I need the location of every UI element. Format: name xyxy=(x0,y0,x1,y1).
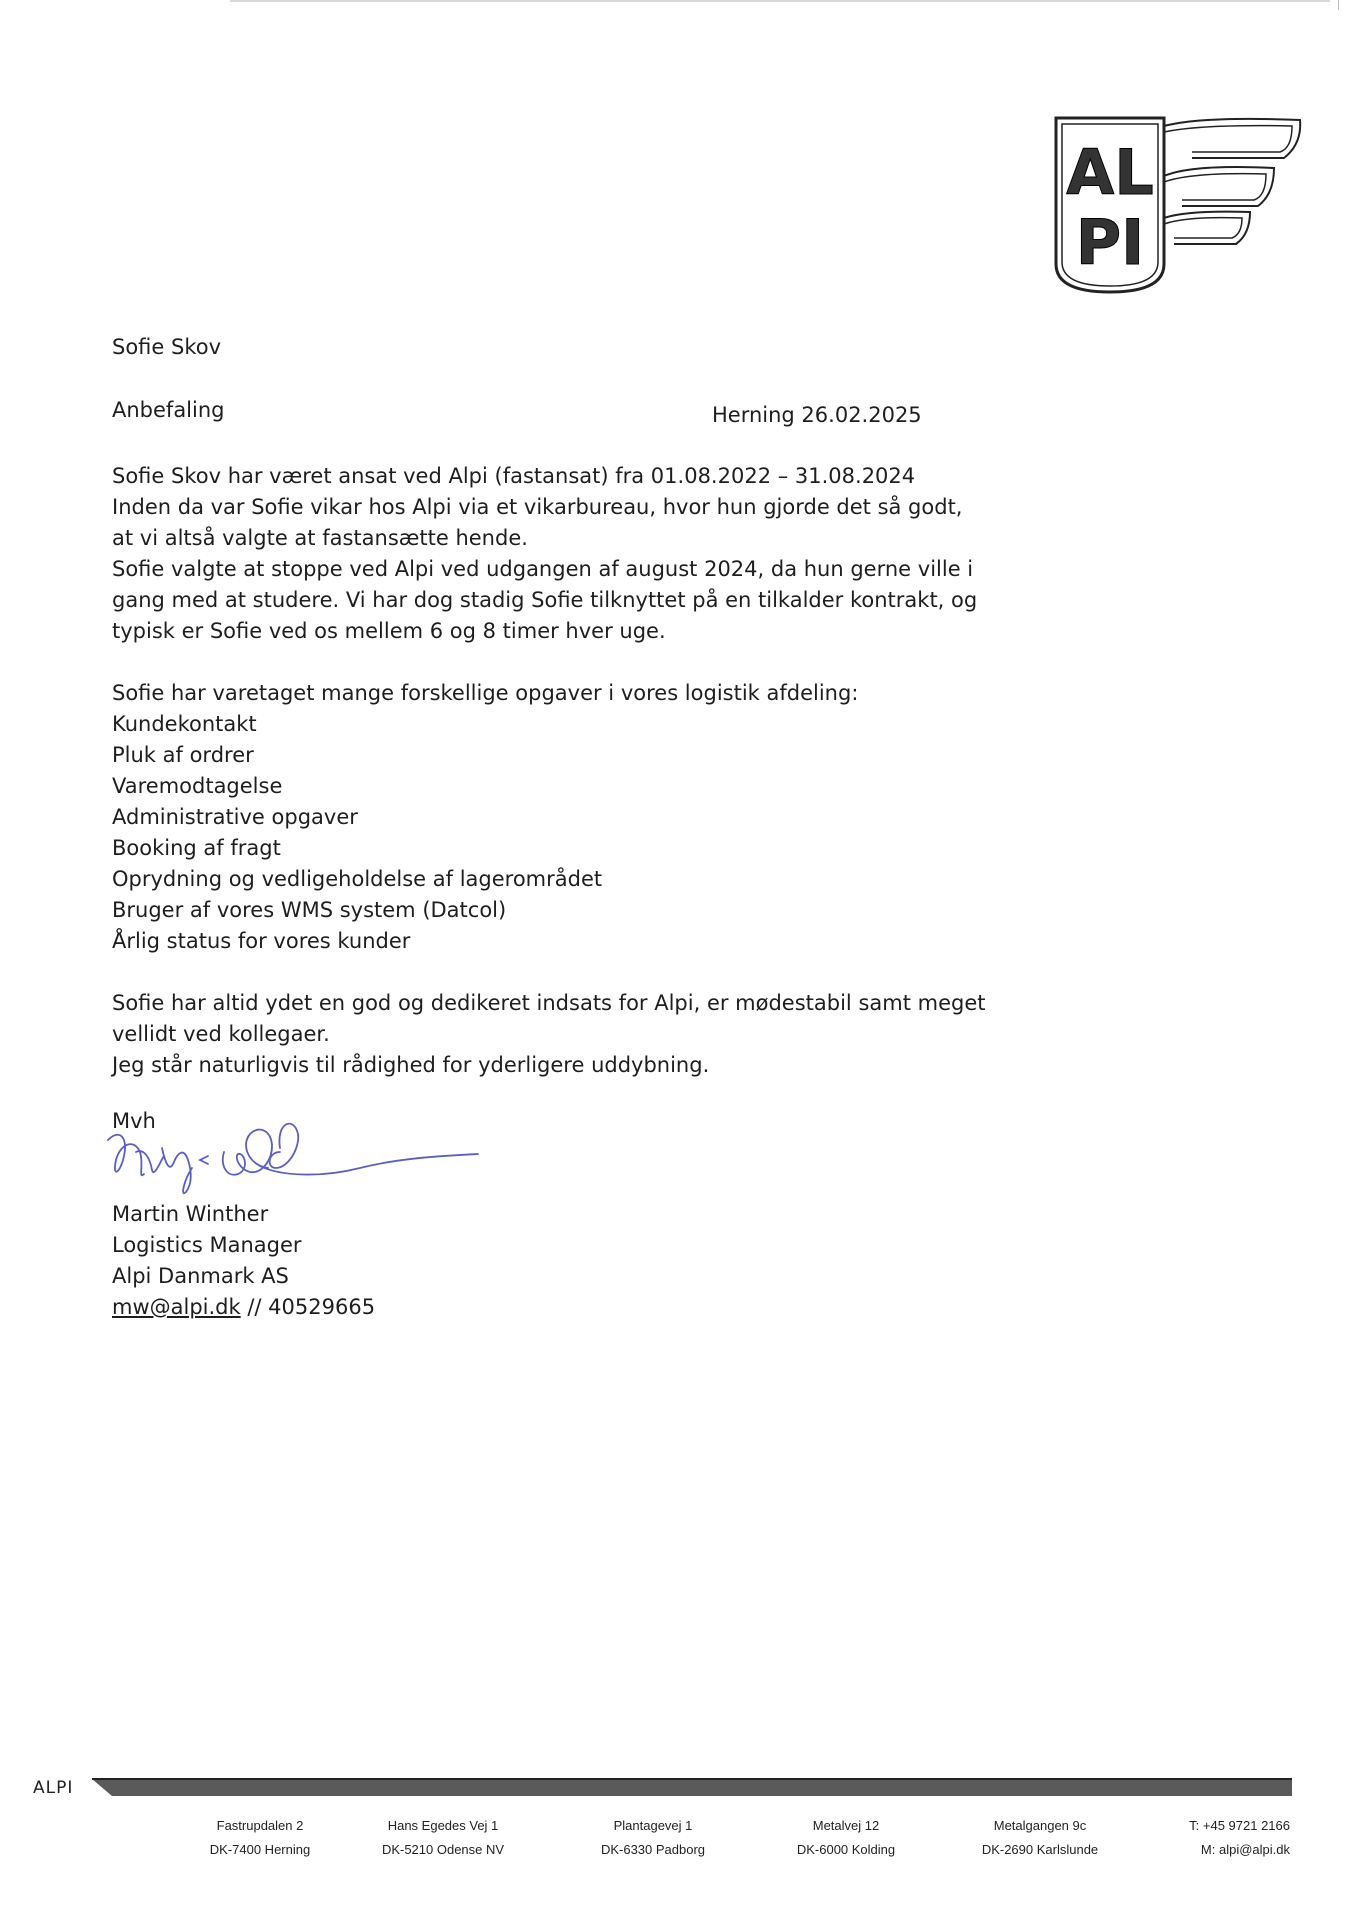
footer-contact xyxy=(1130,1814,1290,1862)
footer-email: M: alpi@alpi.dk xyxy=(1200,1842,1290,1857)
closing-greeting: Mvh xyxy=(112,1109,156,1133)
tasks-intro: Sofie har varetaget mange forskellige opgaver i vores logistik afdeling: xyxy=(112,681,859,705)
signer-title: Logistics Manager xyxy=(112,1233,302,1257)
body-line: Sofie valgte at stoppe ved Alpi ved udgangen af august 2024, da hun gerne ville i xyxy=(112,557,974,581)
task-item: Administrative opgaver xyxy=(112,805,358,829)
address-odense: Hans Egedes Vej 1 DK-5210 Odense NV xyxy=(381,1818,505,1857)
body-line: vellidt ved kollegaer. xyxy=(112,1022,330,1046)
body-line: Jeg står naturligvis til rådighed for yderligere uddybning. xyxy=(112,1053,710,1077)
task-item: Årlig status for vores kunder xyxy=(112,929,411,953)
address-herning: Fastrupdalen 2 DK-7400 Herning xyxy=(209,1818,311,1857)
task-item: Varemodtagelse xyxy=(112,774,283,798)
task-item: Oprydning og vedligeholdelse af lagerområdet xyxy=(112,867,603,891)
body-line: Inden da var Sofie vikar hos Alpi via et vikarbureau, hvor hun gjorde det så godt, xyxy=(112,495,963,519)
address-kolding: Metalvej 12 DK-6000 Kolding xyxy=(796,1818,896,1857)
body-line: typisk er Sofie ved os mellem 6 og 8 timer hver uge. xyxy=(112,619,666,643)
task-item: Kundekontakt xyxy=(112,712,257,736)
footer-brand: ALPI xyxy=(33,1778,74,1798)
phone-number: // 40529665 xyxy=(240,1295,376,1319)
scan-edge-line xyxy=(230,0,1330,2)
footer-bar xyxy=(92,1777,1292,1797)
letter-body xyxy=(112,461,992,1081)
logo-letters-top: AL xyxy=(1066,136,1154,209)
signer-name: Martin Winther xyxy=(112,1202,269,1226)
address-karlslunde: Metalgangen 9c DK-2690 Karlslunde xyxy=(981,1818,1099,1857)
letter-subject: Anbefaling xyxy=(112,398,225,422)
footer-phone: T: +45 9721 2166 xyxy=(1189,1818,1290,1833)
task-item: Bruger af vores WMS system (Datcol) xyxy=(112,898,507,922)
handwritten-signature xyxy=(100,1108,480,1208)
body-line: gang med at studere. Vi har dog stadig Sofie tilknyttet på en tilkalder kontrakt, og xyxy=(112,588,978,612)
footer-addresses xyxy=(0,1814,1357,1864)
email-link[interactable]: mw@alpi.dk xyxy=(112,1295,241,1319)
body-line: Sofie Skov har været ansat ved Alpi (fastansat) fra 01.08.2022 – 31.08.2024 xyxy=(112,464,916,488)
task-item: Booking af fragt xyxy=(112,836,281,860)
body-line: at vi altså valgte at fastansætte hende. xyxy=(112,526,528,550)
scan-edge-tick xyxy=(1338,0,1339,10)
body-line: Sofie har altid ydet en god og dedikeret indsats for Alpi, er mødestabil samt meget xyxy=(112,991,986,1015)
recipient-name: Sofie Skov xyxy=(112,335,222,359)
task-item: Pluk af ordrer xyxy=(112,743,254,767)
alpi-logo xyxy=(1052,114,1302,296)
place-date: Herning 26.02.2025 xyxy=(712,403,922,427)
logo-letters-bottom: PI xyxy=(1075,206,1145,279)
contact-line xyxy=(112,1292,375,1323)
address-padborg: Plantagevej 1 DK-6330 Padborg xyxy=(600,1818,706,1857)
signature-block xyxy=(112,1199,375,1323)
company-name: Alpi Danmark AS xyxy=(112,1264,289,1288)
